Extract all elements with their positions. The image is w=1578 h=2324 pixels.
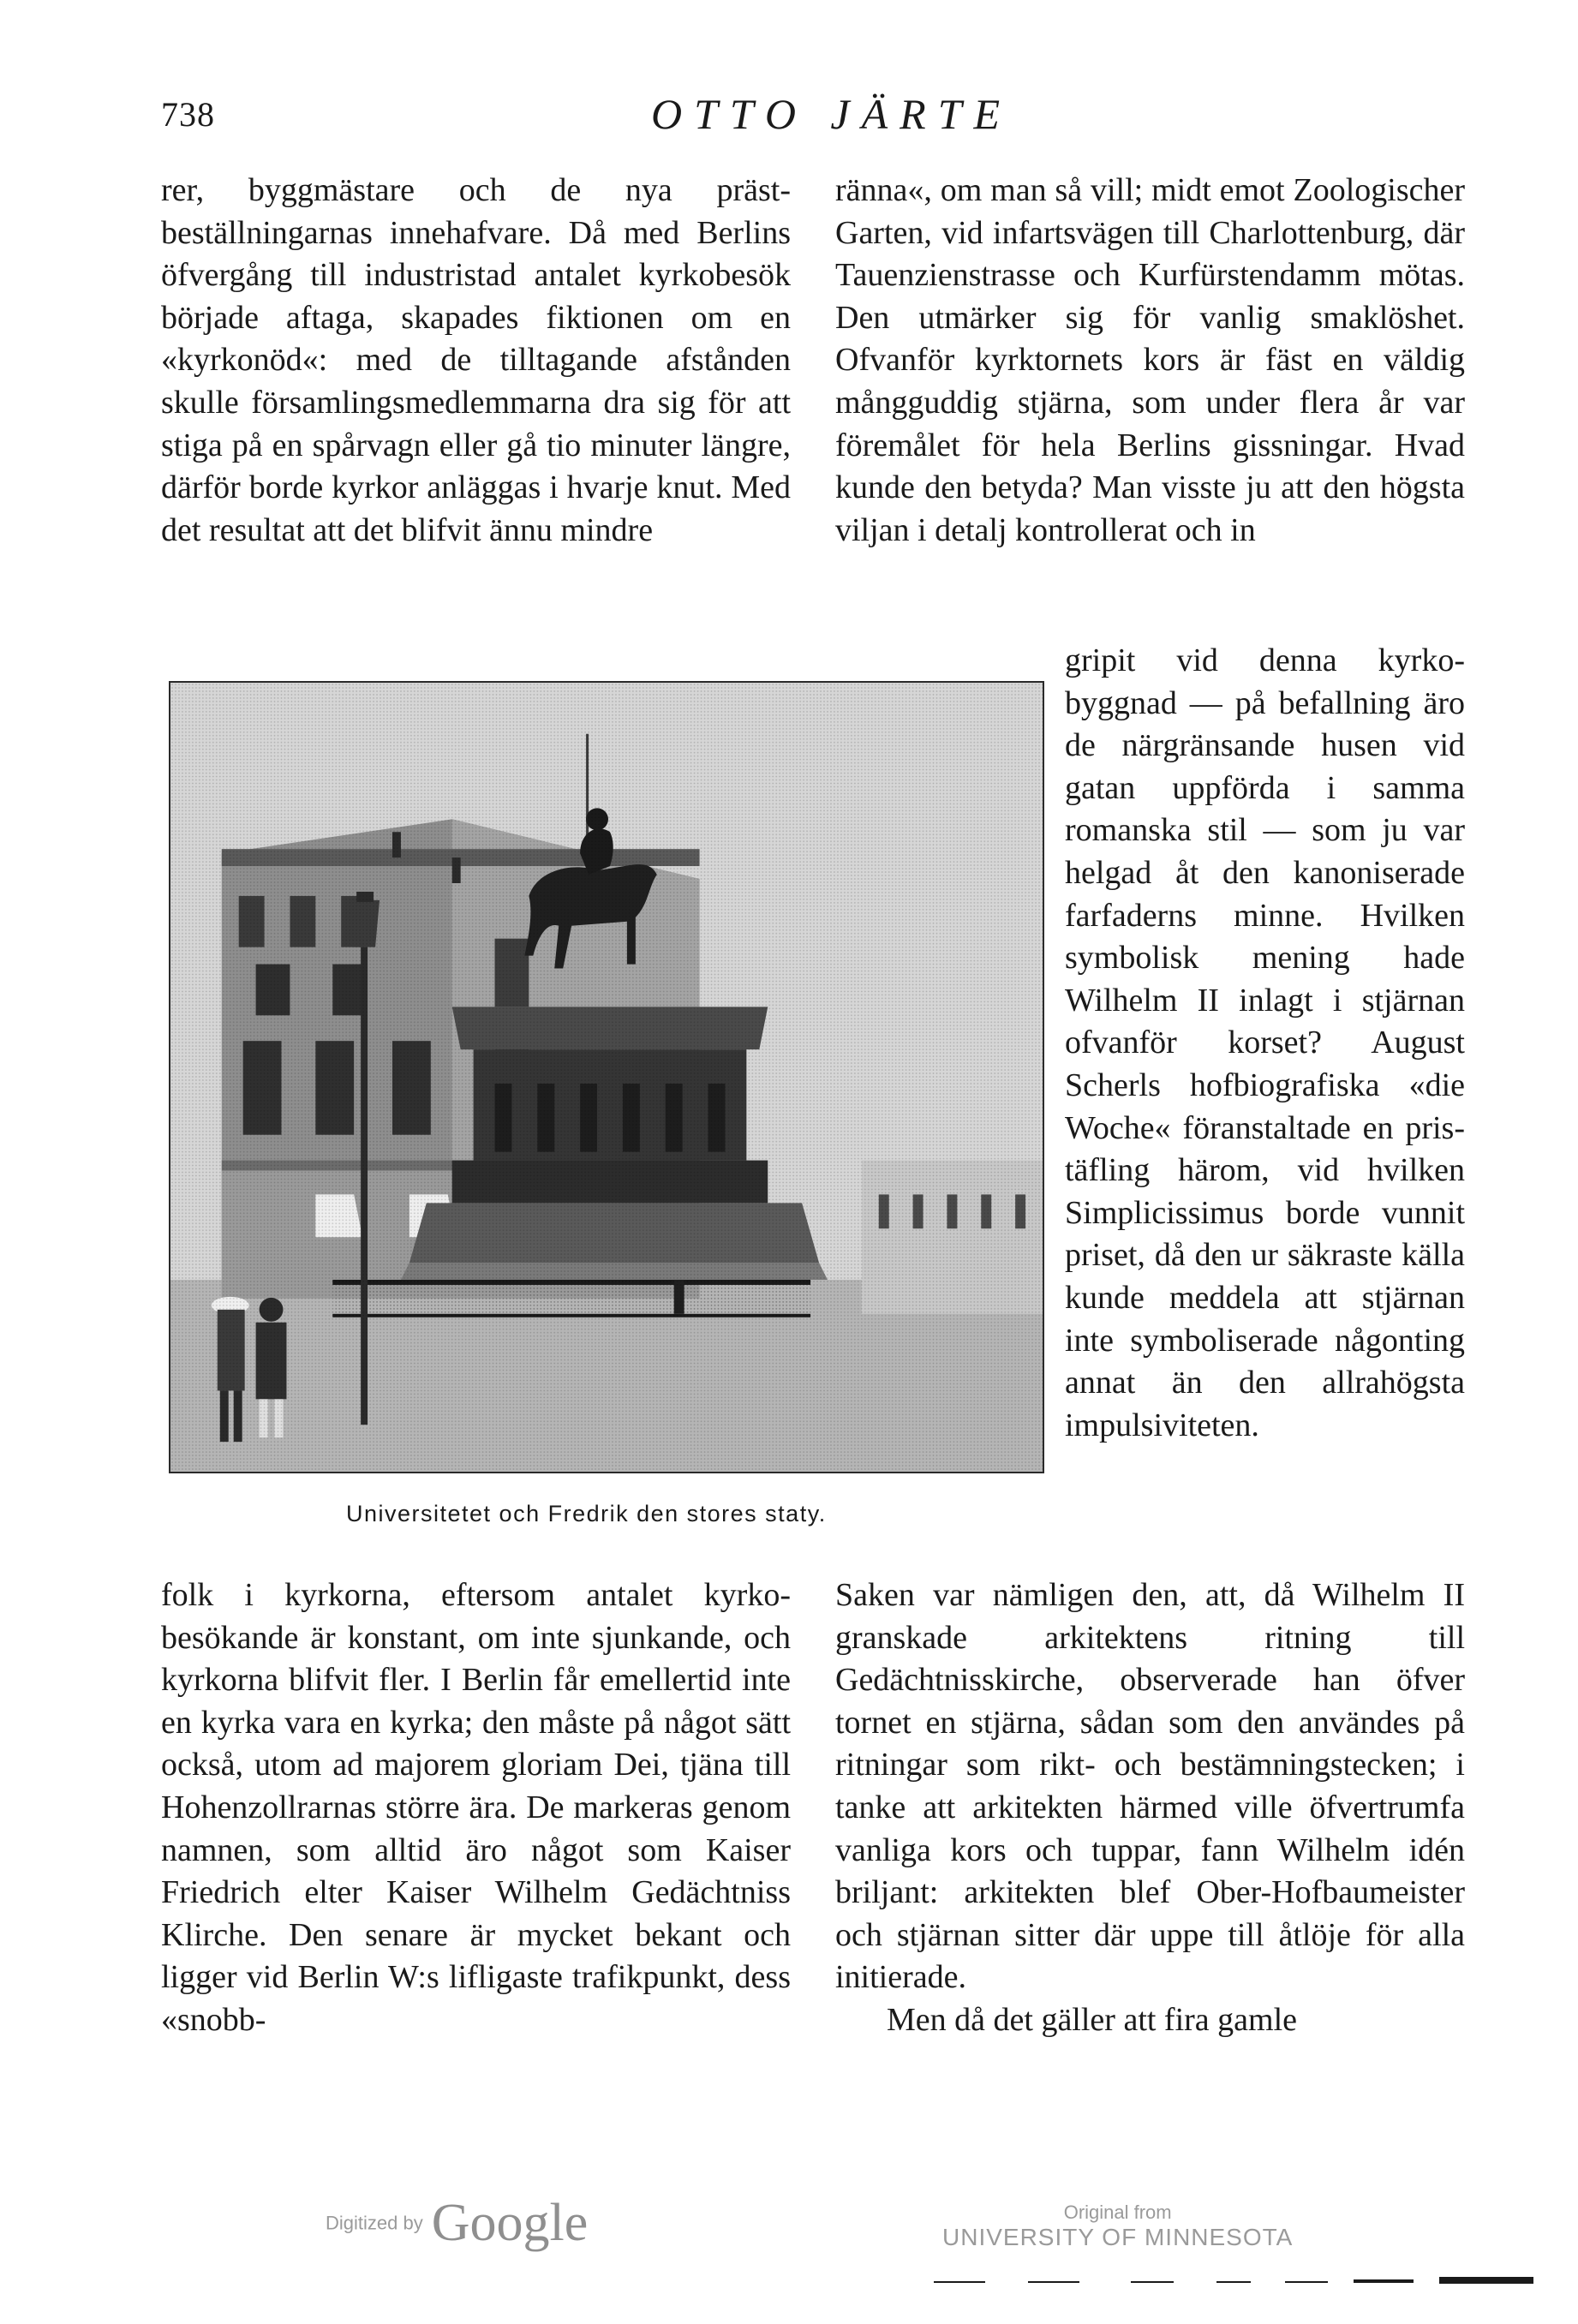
paragraph: Saken var nämligen den, att, då Wilhelm II granskade arkitektens ritning till Gedächtnisskirche, observerade han öfver tornet en stjärna, sådan som den användes på ritningar som rikt- och bestämningstecken; i tanke att arkitekten härmed ville öfvertrumfa vanliga kors och tuppar, fann Wilhelm idén briljant: arkitekten blef Ober-Hofbaumeister och stjärnan sitter där uppe till åtlöje för alla initierade. xyxy=(835,1577,1465,1996)
right-column-top xyxy=(835,170,1465,552)
digitized-by-watermark xyxy=(326,2193,588,2254)
scan-edge-mark xyxy=(1354,2279,1414,2283)
figure-caption: Universitetet och Fredrik den stores staty. xyxy=(346,1501,827,1526)
google-logo: Google xyxy=(431,2194,589,2252)
scan-edge-mark xyxy=(1028,2281,1079,2283)
page-number: 738 xyxy=(161,95,215,134)
digitized-by-label: Digitized by xyxy=(326,2212,423,2234)
scan-edge-mark xyxy=(1439,2277,1533,2284)
original-from-label: Original from xyxy=(1063,2202,1172,2223)
scan-edge-mark xyxy=(1216,2281,1251,2283)
original-from-watermark xyxy=(942,2202,1293,2251)
paragraph: gripit vid denna kyrkobyggnad — på befallning äro de närgränsande husen vid gatan uppförda i samma romanska stil — som ju var helgad åt den kanoniserade farfaderns minne. Hvilken symbolisk mening hade Wilhelm II inlagt i stjärnan ofvanför korset? August Scherls hofbiografiska «die Woche« föranstaltade en pristäfling härom, vid hvilken Simplicissimus borde vunnit priset, då den ur säkraste källa kunde meddela att stjärnan inte symboliserade någonting annat än den allrahögsta impulsiviteten. xyxy=(1065,642,1465,1443)
paragraph: folk i kyrkorna, eftersom antalet kyrkobesökande är konstant, om inte sjunkande, och kyrkorna blifvit fler. I Berlin får emellertid inte en kyrka vara en kyrka; den måste på något sätt också, utom ad majorem gloriam Dei, tjäna till Hohenzollrarnas större ära. De markeras genom namnen, som alltid äro något som Kaiser Friedrich elter Kaiser Wilhelm Gedächtniss Klirche. Den senare är mycket bekant och ligger vid Berlin W:s lifligaste trafikpunkt, dess «snobb- xyxy=(161,1577,791,2038)
photo-illustration xyxy=(170,683,1043,1472)
paragraph: rer, byggmästare och de nya prästbeställningarnas innehafvare. Då med Berlins öfvergång till industristad antalet kyrkobesök började aftaga, skapades fiktionen om en «kyrkonöd«: med de tilltagande afstånden skulle församlingsmedlemmarna dra sig för att stiga på en spårvagn eller gå tio minuter längre, därför borde kyrkor anläggas i hvarje knut. Med det resultat att det blifvit ännu mindre xyxy=(161,172,791,548)
left-column-bottom xyxy=(161,1574,791,2042)
running-head-title: OTTO JÄRTE xyxy=(651,90,1013,138)
right-column-bottom xyxy=(835,1574,1465,2042)
university-label: UNIVERSITY OF MINNESOTA xyxy=(942,2224,1294,2250)
scan-edge-mark xyxy=(1285,2281,1328,2283)
right-column-wrap xyxy=(1065,640,1465,1447)
scan-edge-mark xyxy=(1131,2281,1174,2283)
paragraph: ränna«, om man så vill; midt emot Zoologischer Garten, vid infartsvägen till Charlottenburg, där Tauenzienstrasse och Kurfürstendamm mötas. Den utmärker sig för vanlig smaklöshet. Ofvanför kyrktornets kors är fäst en väldig mångguddig stjärna, som under flera år var föremålet för hela Berlins gissningar. Hvad kunde den betyda? Man visste ju att den högsta viljan i detalj kontrollerat och in xyxy=(835,172,1465,548)
scan-edge-mark xyxy=(934,2281,985,2283)
photograph-university-statue xyxy=(169,681,1044,1473)
left-column-top xyxy=(161,170,791,649)
paragraph: Men då det gäller att fira gamle xyxy=(887,2001,1298,2038)
